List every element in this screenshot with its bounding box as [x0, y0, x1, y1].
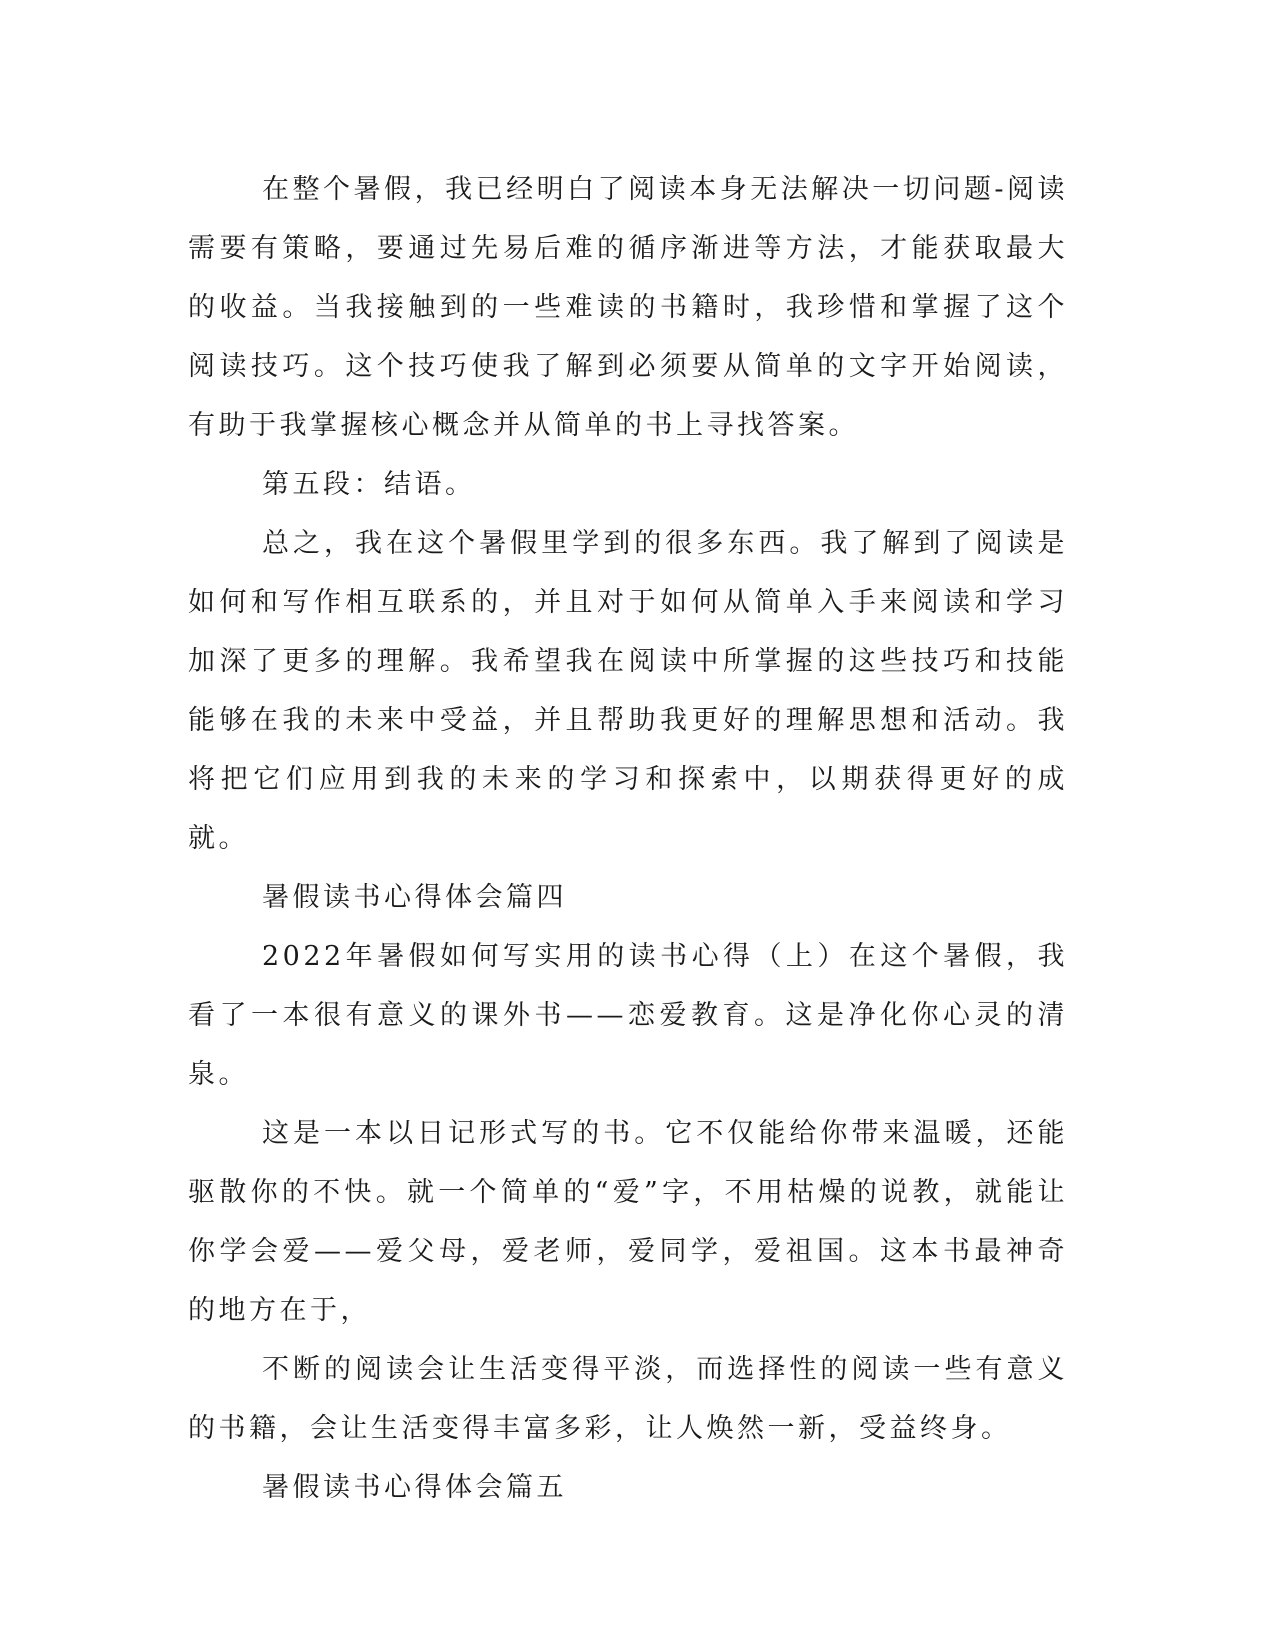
paragraph-conclusion: 总之，我在这个暑假里学到的很多东西。我了解到了阅读是如何和写作相互联系的，并且对于如何从简单入手来阅读和学习加深了更多的理解。我希望我在阅读中所掌握的这些技巧和技能能够在我的未来中受益，并且帮助我更好的理解思想和活动。我将把它们应用到我的未来的学习和探索中，以期获得更好的成就。 — [188, 528, 1068, 854]
paragraph-reading-strategy: 在整个暑假，我已经明白了阅读本身无法解决一切问题-阅读需要有策略，要通过先易后难的循序渐进等方法，才能获取最大的收益。当我接触到的一些难读的书籍时，我珍惜和掌握了这个阅读技巧。这个技巧使我了解到必须要从简单的文字开始阅读，有助于我掌握核心概念并从简单的书上寻找答案。 — [188, 174, 1068, 441]
document-body — [188, 160, 1068, 1517]
paragraph-selective-reading: 不断的阅读会让生活变得平淡，而选择性的阅读一些有意义的书籍，会让生活变得丰富多彩，让人焕然一新，受益终身。 — [188, 1354, 1068, 1444]
paragraph-diary-book: 这是一本以日记形式写的书。它不仅能给你带来温暖，还能驱散你的不快。就一个简单的“爱”字，不用枯燥的说教，就能让你学会爱——爱父母，爱老师，爱同学，爱祖国。这本书最神奇的地方在于， — [188, 1118, 1068, 1326]
section-heading-part-five: 暑假读书心得体会篇五 — [262, 1472, 567, 1503]
section-heading-conclusion: 第五段：结语。 — [262, 469, 476, 500]
section-heading-part-four: 暑假读书心得体会篇四 — [262, 882, 567, 913]
paragraph-book-intro: 2022年暑假如何写实用的读书心得（上）在这个暑假，我看了一本很有意义的课外书——恋爱教育。这是净化你心灵的清泉。 — [188, 941, 1068, 1090]
